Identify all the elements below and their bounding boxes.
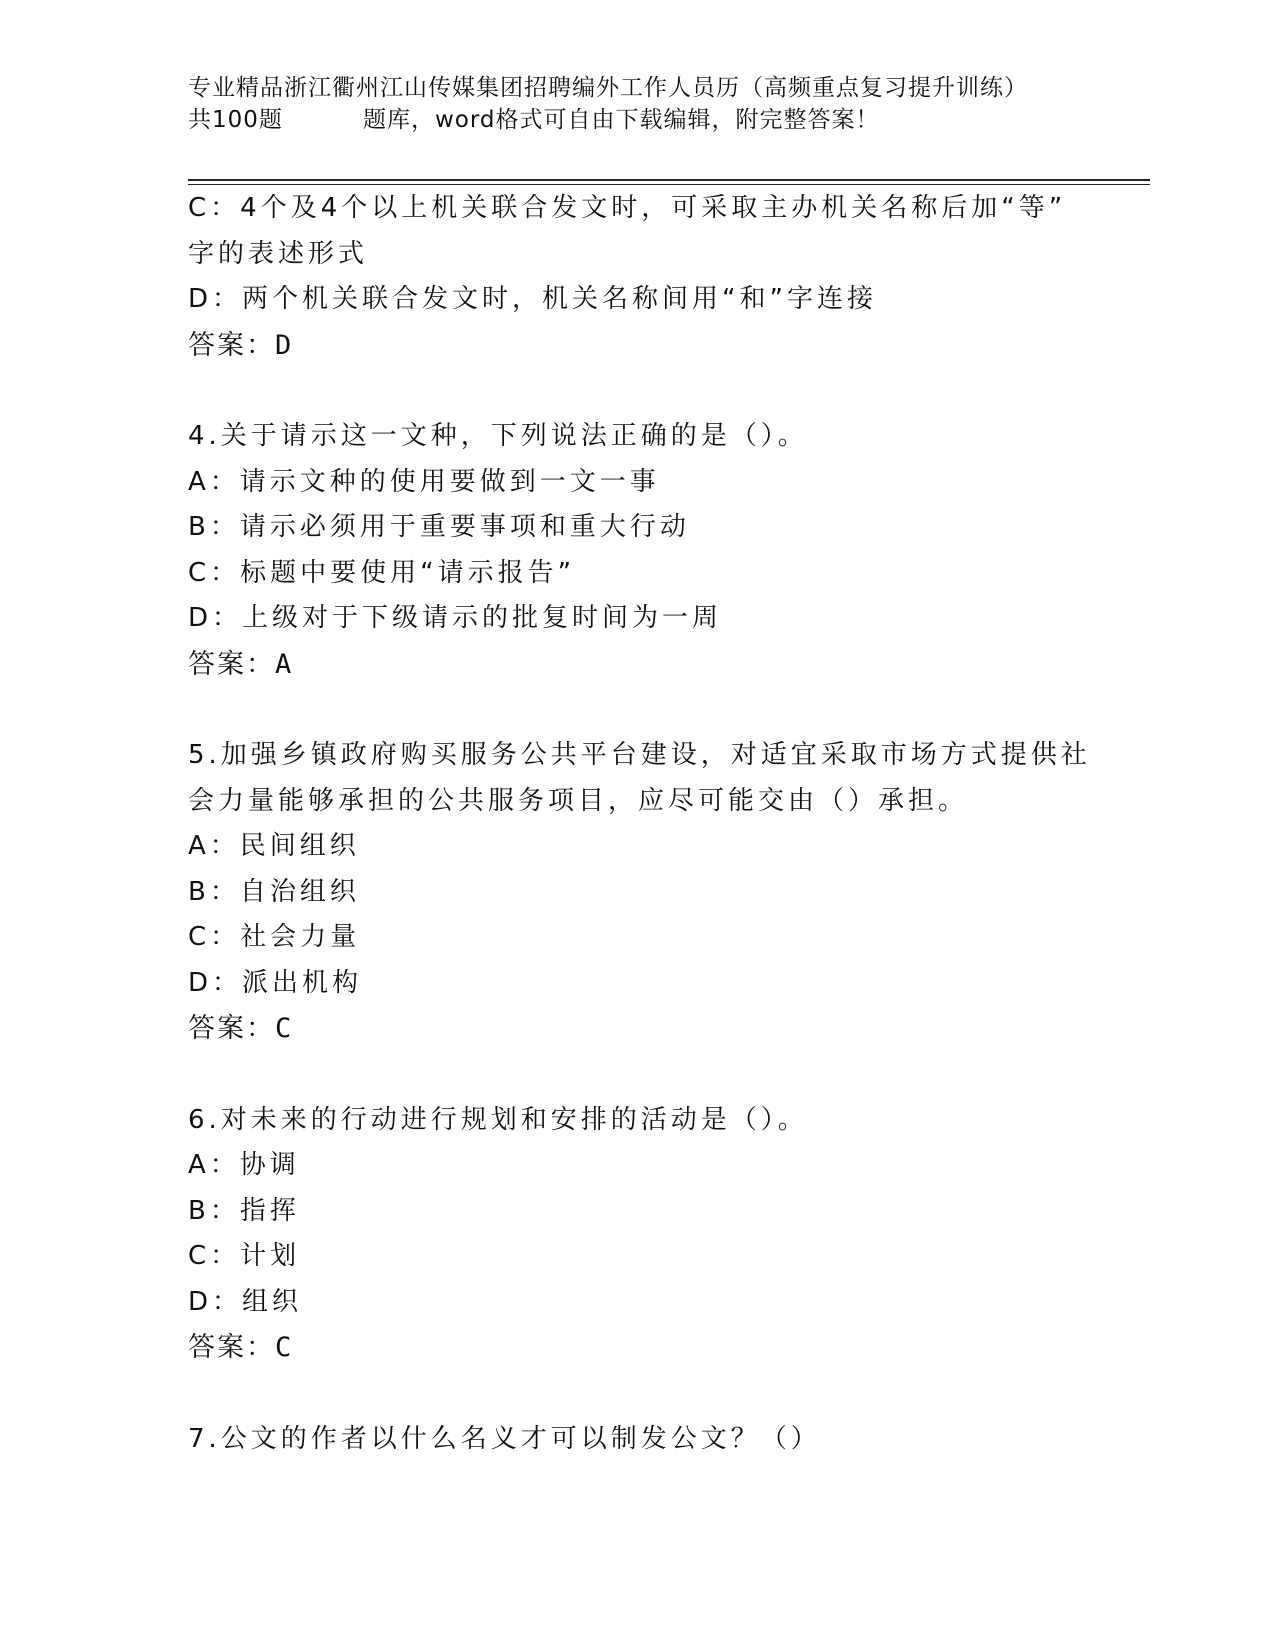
answer-label: 答案： [188,1013,275,1044]
spacer [188,368,1088,414]
option-d: D：组织 [188,1286,303,1317]
header-subline [188,104,1148,136]
option-d: D：派出机构 [188,967,363,998]
answer-value: D [275,329,293,361]
answer-value: A [275,648,293,680]
option-a: A：请示文种的使用要做到一文一事 [188,466,660,497]
option-b: B：指挥 [188,1195,300,1226]
header-title: 专业精品浙江衢州江山传媒集团招聘编外工作人员历（高频重点复习提升训练） [188,75,1028,101]
option-c: C：计划 [188,1241,301,1271]
option-b: B：自治组织 [188,876,360,907]
answer-line [188,323,1088,369]
question-stem-continued: 会力量能够承担的公共服务项目，应尽可能交由（）承担。 [188,785,969,816]
question-5 [188,733,1091,1052]
option-line: 字的表述形式 [188,238,369,269]
spacer [188,1052,1088,1098]
option-c: C：社会力量 [188,922,361,952]
answer-label: 答案： [188,329,275,361]
option-a: A：协调 [188,1150,300,1180]
spacer [188,687,1088,733]
question-list [188,186,1091,1462]
question-stem: 7.公文的作者以什么名义才可以制发公文？（） [188,1423,821,1454]
answer-label: 答案： [188,1332,275,1363]
answer-line [188,1006,1088,1052]
option-b: B：请示必须用于重要事项和重大行动 [188,512,690,542]
answer-value: C [275,1332,293,1363]
question-3-continued [188,186,1088,368]
header-subtitle: 题库，word格式可自由下载编辑，附完整答案！ [363,107,880,133]
option-d: D：上级对于下级请示的批复时间为一周 [188,603,723,633]
question-6 [188,1098,1088,1371]
document-header [188,72,1148,136]
option-a: A：民间组织 [188,831,360,861]
question-stem: 4.关于请示这一文种，下列说法正确的是（）。 [188,421,808,451]
header-divider-thick [188,179,1150,181]
question-count: 共100题 [188,107,283,133]
question-4 [188,414,1088,687]
option-c: C：标题中要使用“请示报告” [188,557,576,588]
option-line: D：两个机关联合发文时，机关名称间用“和”字连接 [188,284,877,314]
answer-line [188,642,1088,688]
spacer [188,1371,1088,1417]
question-7 [188,1417,1088,1463]
question-stem: 5.加强乡镇政府购买服务公共平台建设，对适宜采取市场方式提供社 [188,740,1091,770]
answer-line [188,1325,1088,1371]
header-divider-thin [188,184,1150,185]
option-line: C：4个及4个以上机关联合发文时，可采取主办机关名称后加“等” [188,193,1067,223]
answer-value: C [275,1013,293,1044]
question-stem: 6.对未来的行动进行规划和安排的活动是（）。 [188,1104,808,1135]
answer-label: 答案： [188,648,275,680]
